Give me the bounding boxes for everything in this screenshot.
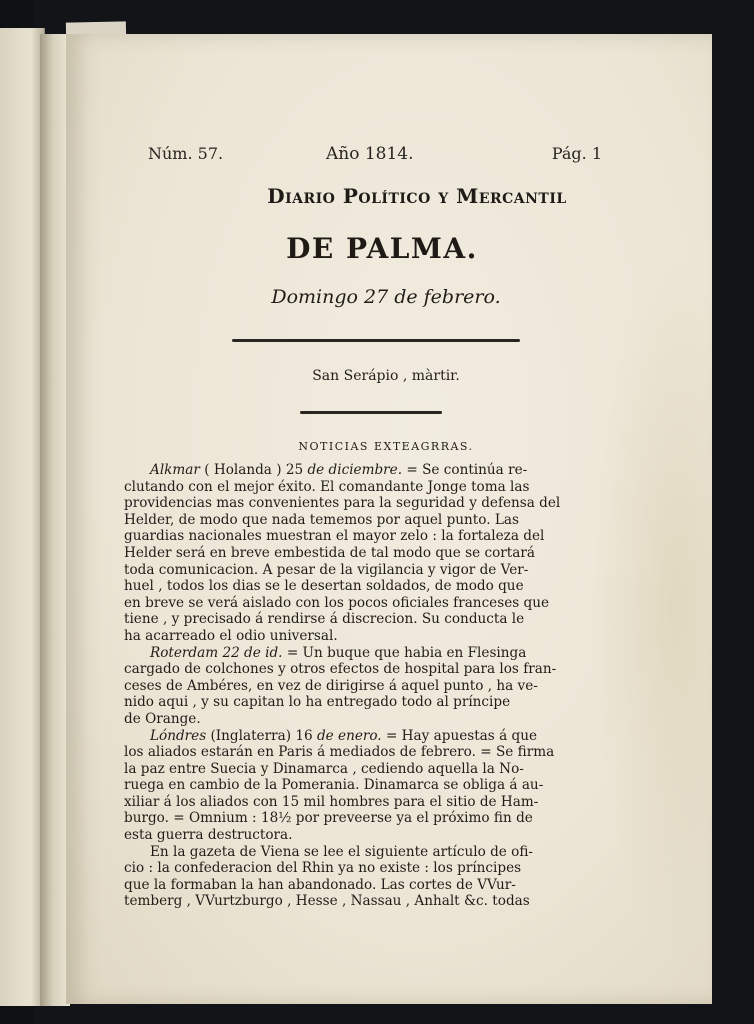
facing-page-edge bbox=[0, 28, 45, 1006]
dateline-date: de diciembre. bbox=[307, 462, 403, 478]
issue-year: Año 1814. bbox=[326, 144, 414, 164]
section-heading: NOTICIAS EXTEAGRRAS. bbox=[298, 440, 474, 453]
issue-date: Domingo 27 de febrero. bbox=[271, 286, 501, 308]
dateline-place: Alkmar bbox=[150, 462, 200, 478]
dateline-region: (Inglaterra) 16 bbox=[206, 727, 317, 744]
text-line: que la formaban la han abandonado. Las cortes de VVur- bbox=[124, 876, 516, 893]
text-line: En la gazeta de Viena se lee el siguiente artículo de ofi- bbox=[150, 843, 534, 860]
saint-of-day: San Serápio , màrtir. bbox=[312, 368, 460, 384]
divider-rule bbox=[232, 339, 520, 342]
text-line: providencias mas convenientes para la seguridad y defensa del bbox=[124, 495, 561, 512]
text-line: la paz entre Suecia y Dinamarca , cediendo aquella la No- bbox=[124, 760, 524, 777]
text-line: clutando con el mejor éxito. El comandante Jonge toma las bbox=[124, 478, 530, 495]
text-line: cargado de colchones y otros efectos de hospital para los fran- bbox=[124, 661, 557, 678]
text-line: huel , todos los dias se le desertan soldados, de modo que bbox=[124, 578, 524, 595]
article-paragraph bbox=[124, 728, 644, 844]
text-line: Helder será en breve embestida de tal modo que se cortará bbox=[124, 544, 535, 561]
issue-number: Núm. 57. bbox=[148, 144, 224, 163]
text-line-fragment: = Se continúa re- bbox=[402, 462, 528, 478]
dateline-place: Lóndres bbox=[150, 727, 207, 744]
text-line: burgo. = Omnium : 18½ por preveerse ya el próximo fin de bbox=[124, 810, 533, 827]
dateline-region: ( Holanda ) 25 bbox=[199, 462, 308, 478]
dateline-place: Roterdam 22 de id. bbox=[150, 644, 283, 661]
text-line: Helder, de modo que nada tememos por aquel punto. Las bbox=[124, 511, 519, 528]
dateline-date: de enero. bbox=[316, 727, 382, 744]
text-line-fragment: = Hay apuestas á que bbox=[381, 727, 538, 744]
page-number: Pág. 1 bbox=[551, 144, 602, 163]
text-line bbox=[124, 645, 644, 662]
text-line: guardias nacionales muestran el mayor zelo : la fortaleza del bbox=[124, 528, 545, 545]
newspaper-title: Diario Político y Mercantil bbox=[267, 184, 567, 208]
text-line: esta guerra destructora. bbox=[124, 827, 293, 844]
text-line: temberg , VVurtzburgo , Hesse , Nassau , Anhalt &c. todas bbox=[124, 893, 530, 910]
text-line: en breve se verá aislado con los pocos oficiales franceses que bbox=[124, 594, 550, 611]
text-line bbox=[124, 462, 644, 479]
newspaper-page bbox=[66, 34, 712, 1004]
text-line: cio : la confederacion del Rhin ya no existe : los príncipes bbox=[124, 860, 522, 877]
text-line: ruega en cambio de la Pomerania. Dinamarca se obliga á au- bbox=[124, 777, 544, 794]
page-header bbox=[148, 144, 602, 170]
text-line: de Orange. bbox=[124, 710, 201, 727]
newspaper-title-city: DE PALMA. bbox=[286, 232, 478, 265]
article-paragraph bbox=[124, 645, 644, 728]
text-line-fragment: = Un buque que habia en Flesinga bbox=[282, 644, 527, 661]
text-line: los aliados estarán en Paris á mediados de febrero. = Se firma bbox=[124, 744, 555, 761]
text-line: ha acarreado el odio universal. bbox=[124, 627, 338, 644]
article-paragraph bbox=[124, 844, 644, 910]
text-line: toda comunicacion. A pesar de la vigilancia y vigor de Ver- bbox=[124, 561, 529, 578]
text-line: nido aqui , y su capitan lo ha entregado todo al príncipe bbox=[124, 694, 511, 711]
article-paragraph bbox=[124, 462, 644, 645]
text-line: tiene , y precisado á rendirse á discrecion. Su conducta le bbox=[124, 611, 525, 628]
text-line bbox=[124, 728, 644, 745]
text-line: xiliar á los aliados con 15 mil hombres para el sitio de Ham- bbox=[124, 793, 539, 810]
divider-rule-short bbox=[300, 411, 442, 414]
article-body bbox=[124, 462, 644, 910]
text-line: ceses de Ambéres, en vez de dirigirse á aquel punto , ha ve- bbox=[124, 677, 538, 694]
